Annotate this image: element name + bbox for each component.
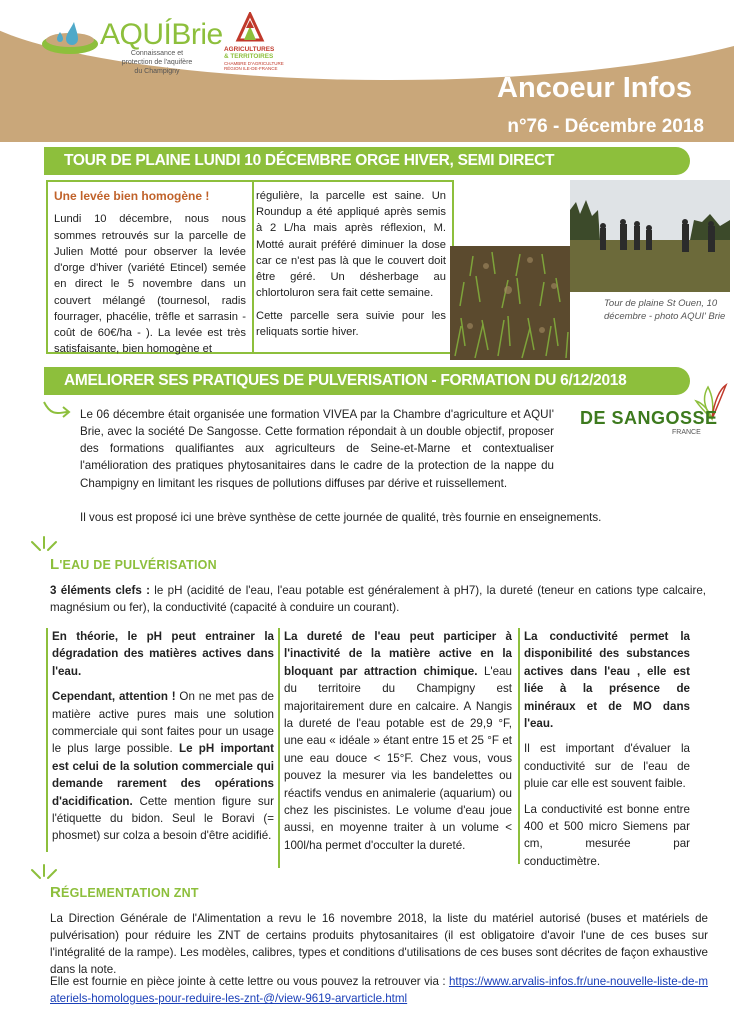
section-banner-tour-de-plaine: TOUR DE PLAINE LUNDI 10 DÉCEMBRE ORGE HIVER, SEMI DIRECT [50, 147, 690, 175]
durete-text: L'eau du territoire du Champigny est majoritairement dure en calcaire. A Nangis la dureté de l'eau potable est de 29,9 °F, une eau « idéale » étant entre 15 et 25 °F et une eau douce < 15°F. Chez vous, vous pouvez la mesurer via les bandelettes ou réactifs vendus en animalerie (aquarium) ou chez les piscinistes. Le volume d'eau joue aussi, en moyenne traiter à un volume < 100l/ha permet d'occulter la dureté. [284, 664, 512, 852]
group-field-photo [570, 180, 730, 292]
conductivite-lead: La conductivité permet la disponibilité des substances actives dans l'eau , elle est liée à la présence de minéraux et de MO dans l'eau. [524, 630, 690, 730]
key-elements-text: le pH (acidité de l'eau, l'eau potable est généralement à pH7), la dureté (teneur en cations type calcaire, magnésium ou fer), la conductivité (capacité à conduire un courant). [50, 584, 706, 615]
photo-caption: Tour de plaine St Ouen, 10 décembre - photo AQUI' Brie [604, 298, 726, 322]
ph-text-a: On ne met pas de matière active pures mais une solution commerciale qui sont faites pour un usage le plus large possible. [52, 690, 275, 756]
conductivite-p2: Il est important d'évaluer la conductivité sur de l'eau de pluie car elle est souvent faible. [524, 742, 690, 791]
sponsor-logo-country: FRANCE [672, 429, 701, 436]
znt-heading-rest: ÉGLEMENTATION ZNT [61, 886, 199, 900]
znt-paragraph-1: La Direction Générale de l'Alimentation a revu le 16 novembre 2018, la liste du matériel autorisé (buses et matériels de pulvérisation) pour réduire les ZNT de certains produits phytosanitaires (il est obligatoire d'avoir l'une de ces buses sur l'intégralité de la rampe). Les modèles, calibres, types et conditions d'utilisations de ces buses sont décrites de façon exhaustive dans la note. [50, 912, 708, 977]
logo-name-a: AQUÍ [100, 18, 172, 51]
section-banner-pulverisation: AMELIORER SES PRATIQUES DE PULVERISATION - FORMATION DU 6/12/2018 [50, 367, 690, 395]
conductivite-p3: La conductivité est bonne entre 400 et 500 micro Siemens par cm, mesurée par conductimètre. [524, 802, 690, 868]
water-section-heading [50, 554, 217, 575]
article-box-right [250, 180, 454, 354]
znt-paragraph-2 [50, 973, 708, 1007]
ph-lead: En théorie, le pH peut entrainer la dégradation des matières actives dans l'eau. [52, 630, 274, 678]
key-elements-paragraph [50, 582, 706, 616]
issue-number: n°76 - Décembre 2018 [507, 116, 704, 137]
newsletter-title: Ancoeur Infos [497, 72, 692, 104]
crop-closeup-photo [450, 246, 570, 360]
article-paragraph-3: Cette parcelle sera suivie pour les reliquats sortie hiver. [256, 309, 446, 338]
formation-intro-2: Il vous est proposé ici une brève synthèse de cette journée de qualité, très fournie en enseignements. [80, 511, 602, 524]
key-elements-label: 3 éléments clefs : [50, 584, 150, 597]
partner-logo-text [224, 46, 284, 71]
znt-heading-cap: R [50, 884, 62, 901]
ph-key-point: Le pH important est celui de la solution commerciale qui demande rarement des opérations d'acidification. [52, 742, 274, 808]
article-paragraph-2: régulière, la parcelle est saine. Un Roundup a été appliqué après semis à 2 L/ha mais après réflexion, M. Motté aurait préféré diminuer la dose car ce n'est pas là que le couvert doit être géré. Un désherbage au chlortoluron sera fait cette semaine. [256, 190, 446, 300]
partner-line3: CHAMBRE D'AGRICULTURE RÉGION ILE-DE-FRANCE [224, 60, 284, 71]
agricultures-territoires-logo-icon [232, 12, 268, 42]
article-subtitle: Une levée bien homogène ! [54, 189, 210, 203]
znt-section-heading [50, 882, 199, 903]
durete-lead: La dureté de l'eau peut participer à l'inactivité de la matière active en la bloquant par attraction chimique. [284, 630, 512, 678]
znt-link-intro: Elle est fournie en pièce jointe à cette lettre ou vous pouvez la retrouver via : [50, 975, 449, 988]
column-durete [278, 628, 512, 868]
water-heading-rest: 'EAU DE PULVÉRISATION [59, 558, 217, 572]
arvalis-link[interactable]: https://www.arvalis-infos.fr/une-nouvelle-liste-de-materiels-homologues-pour-reduire-les-znt-@/view-9619-arvarticle.html [50, 975, 708, 1006]
aquibrie-logo-icon [40, 20, 100, 60]
formation-intro: Le 06 décembre était organisée une formation VIVEA par la Chambre d'agriculture et AQUI' Brie, avec la société De Sangosse. Cette formation répondait à un double objectif, proposer des formations qualifiantes aux agriculteurs de Seine-et-Marne et contextualiser l'amélioration des pratiques phytosanitaires dans le cadre de la protection de la nappe du Champigny en limitant les risques de pollutions diffuses par dérive et ruissellement. [80, 408, 554, 490]
logo-tagline: Connaissance et protection de l'aquifère du Champigny [121, 50, 193, 75]
article-box-left [46, 180, 254, 354]
water-heading-cap: L [50, 556, 60, 573]
logo-name-b: Brie [171, 18, 223, 51]
partner-line2: & TERRITOIRES [224, 53, 274, 61]
arrow-icon [42, 398, 72, 420]
ph-text-b: Cette mention figure sur l'étiquette du bidon. Seul le Boravi (= phosmet) sur colza a besoin d'être acidifié. [52, 794, 274, 843]
article-paragraph-1: Lundi 10 décembre, nous nous sommes retrouvés sur la parcelle de Julien Motté pour observer la levée d'orge d'hiver (variété Etincel) semée en direct le 5 novembre dans un couvert mélangé (tournesol, radis fourrager, phacélie, trêfle et sarrasin - coût de 60€/ha - ). La levée est très satisfaisante, bien homogène et [54, 213, 246, 356]
sponsor-logo-name: DE SANGOSSE [580, 408, 718, 428]
column-conductivite [518, 628, 690, 868]
column-ph [46, 628, 274, 852]
ph-warning: Cependant, attention ! [52, 690, 176, 704]
partner-line1: AGRICULTURES [224, 46, 275, 53]
